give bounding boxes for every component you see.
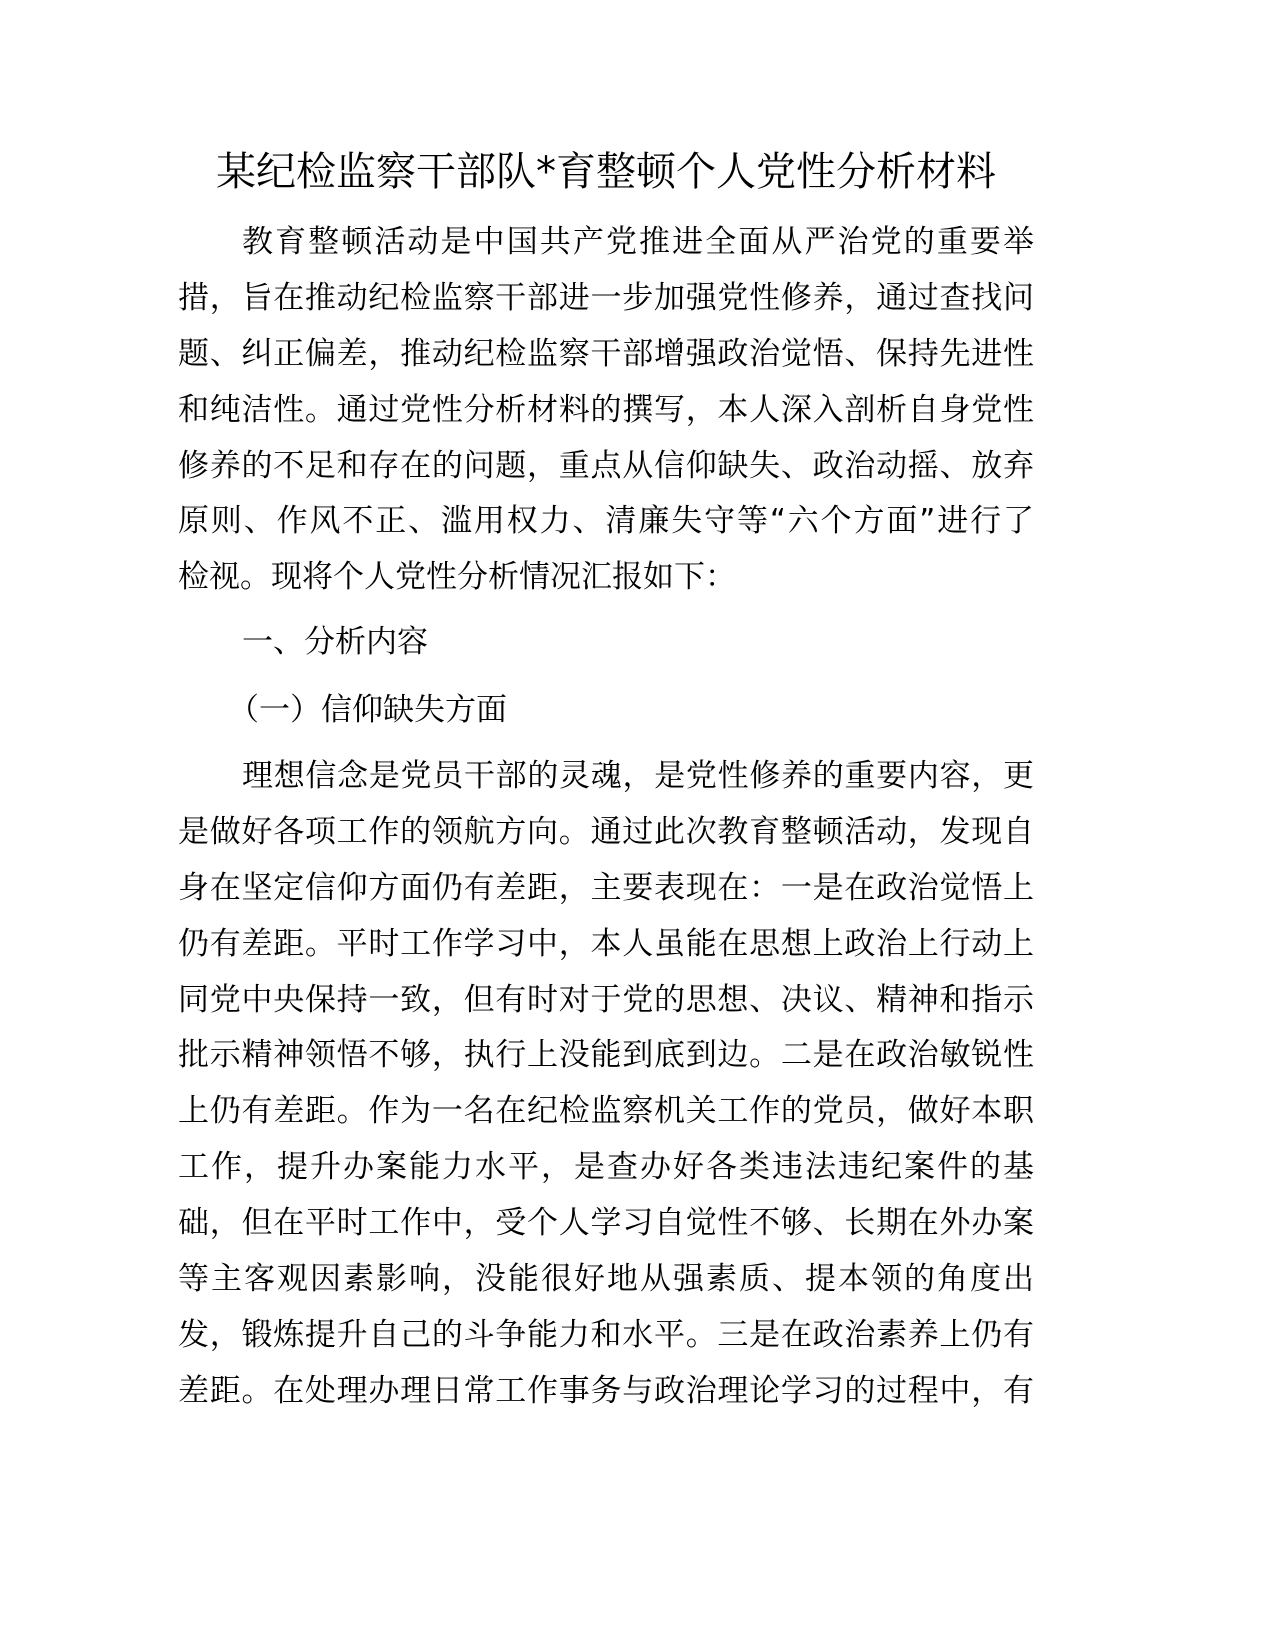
- text-line: 教育整顿活动是中国共产党推进全面从严治党的重要举: [242, 224, 1034, 260]
- document-title: 某纪检监察干部队*育整顿个人党性分析材料: [216, 149, 996, 195]
- text-line: 础，但在平时工作中，受个人学习自觉性不够、长期在外办案: [178, 1205, 1034, 1242]
- text-line: 修养的不足和存在的问题，重点从信仰缺失、政治动摇、放弃: [178, 447, 1034, 484]
- body-paragraph: [178, 749, 1034, 1420]
- text-line: 批示精神领悟不够，执行上没能到底到边。二是在政治敏锐性: [178, 1037, 1034, 1074]
- subsection-heading: （一）信仰缺失方面: [228, 692, 507, 728]
- text-line: 仍有差距。平时工作学习中，本人虽能在思想上政治上行动上: [178, 925, 1034, 962]
- section-heading: 一、分析内容: [242, 624, 428, 660]
- text-line: 发，锻炼提升自己的斗争能力和水平。三是在政治素养上仍有: [178, 1316, 1034, 1353]
- text-line: 差距。在处理办理日常工作事务与政治理论学习的过程中，有: [178, 1372, 1034, 1409]
- text-line: 上仍有差距。作为一名在纪检监察机关工作的党员，做好本职: [178, 1093, 1034, 1130]
- text-line: 等主客观因素影响，没能很好地从强素质、提本领的角度出: [178, 1261, 1034, 1298]
- text-line: 是做好各项工作的领航方向。通过此次教育整顿活动，发现自: [178, 813, 1034, 850]
- text-line: 检视。现将个人党性分析情况汇报如下：: [178, 559, 736, 596]
- text-line: 理想信念是党员干部的灵魂，是党性修养的重要内容，更: [242, 758, 1034, 794]
- text-line: 同党中央保持一致，但有时对于党的思想、决议、精神和指示: [178, 981, 1034, 1018]
- text-line: 题、纠正偏差，推动纪检监察干部增强政治觉悟、保持先进性: [178, 335, 1034, 372]
- intro-paragraph: [178, 215, 1034, 606]
- text-line: 工作，提升办案能力水平，是查办好各类违法违纪案件的基: [178, 1149, 1034, 1186]
- text-line: 和纯洁性。通过党性分析材料的撰写，本人深入剖析自身党性: [178, 391, 1034, 428]
- text-line: 措，旨在推动纪检监察干部进一步加强党性修养，通过查找问: [178, 279, 1034, 316]
- text-line: 身在坚定信仰方面仍有差距，主要表现在：一是在政治觉悟上: [178, 869, 1034, 906]
- text-line: 原则、作风不正、滥用权力、清廉失守等“六个方面”进行了: [178, 503, 1034, 540]
